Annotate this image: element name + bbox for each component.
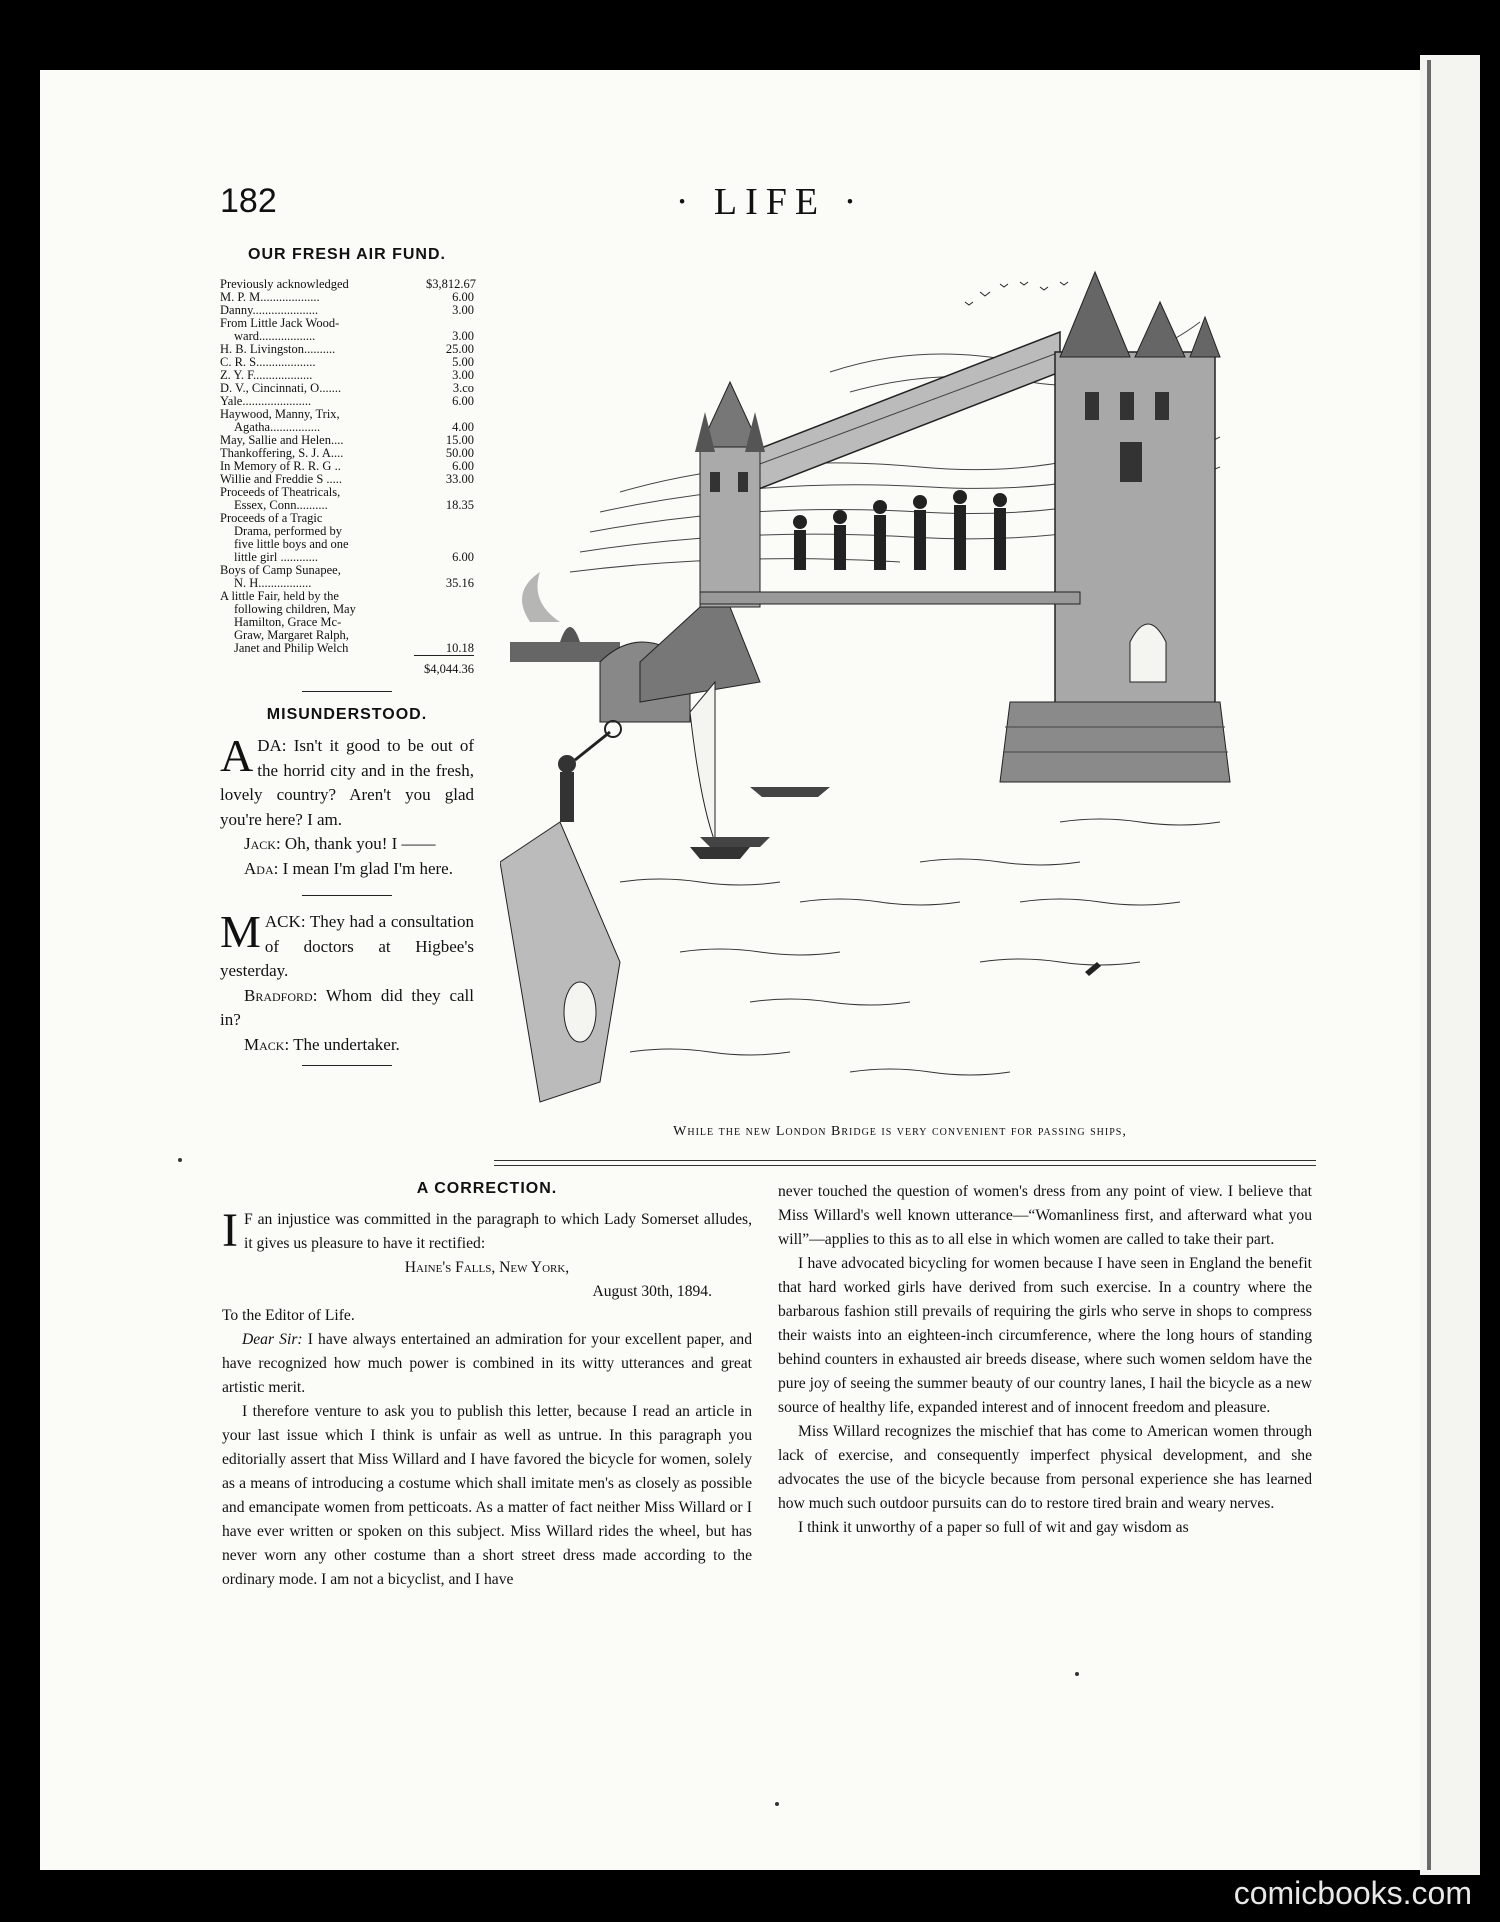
fund-list: [220, 278, 474, 655]
drop-cap: M: [220, 906, 261, 957]
line-text: : Whom did they call in?: [220, 985, 474, 1029]
fund-entry-name: Previously acknowledged: [220, 277, 349, 291]
correction-column-1: [222, 1180, 752, 1592]
fund-entry-amount: 5.00: [452, 355, 474, 369]
sailboat: [690, 682, 750, 859]
letter-paragraph-3: never touched the question of women's dress from any point of view. I believe that Miss Willard's well known utterance—“Womanliness first, and afterward what you will”—applies to this as to all else in which women are called to take their part.: [778, 1183, 1312, 1248]
fund-entry-amount: 6.00: [452, 394, 474, 408]
fund-entry-amount: 15.00: [445, 433, 474, 447]
dialog-line-ada: [220, 730, 474, 832]
ink-speck: [178, 1158, 182, 1162]
fund-entry-name: Z. Y. F...................: [220, 368, 313, 382]
fund-entry-name: N. H.................: [234, 576, 312, 590]
fund-entry: [220, 642, 474, 655]
fund-entry-amount: 50.00: [445, 446, 474, 460]
correction-title: A CORRECTION.: [416, 1180, 558, 1197]
fund-entry-amount: 35.16: [445, 576, 474, 590]
line-text: : The undertaker.: [284, 1034, 400, 1054]
fund-entry-name: Boys of Camp Sunapee,: [220, 563, 341, 577]
intro-text: F an injustice was committed in the paragraph to which Lady Somerset alludes, it gives us pleasure to have it rectified:: [243, 1211, 752, 1252]
fund-entry-name: C. R. S...................: [220, 355, 316, 369]
fund-entry-name: Proceeds of Theatricals,: [220, 485, 341, 499]
fund-entry-amount: 6.00: [452, 290, 474, 304]
drop-cap: A: [220, 730, 254, 781]
fund-entry-name: A little Fair, held by the: [220, 589, 339, 603]
fund-entry-name: little girl ............: [234, 550, 319, 564]
drop-cap: I: [222, 1204, 238, 1257]
fund-entry-name: M. P. M...................: [220, 290, 320, 304]
fund-entry-amount: 3.co: [452, 381, 474, 395]
fund-entry-amount: 3.00: [452, 329, 474, 343]
fund-entry-name: Danny.....................: [220, 303, 319, 317]
fund-entry-name: D. V., Cincinnati, O.......: [220, 381, 342, 395]
dialog-line-ada-2: [220, 857, 474, 882]
dear-sir: Dear Sir:: [242, 1331, 303, 1348]
fund-entry-name: Yale......................: [220, 394, 312, 408]
fund-entry-name: following children, May: [234, 602, 356, 616]
fund-entry-name: Hamilton, Grace Mc-: [234, 615, 342, 629]
line-text: : Isn't it good to be out of the horrid city and in the fresh, lovely country? Aren't you glad you're here? I am.: [220, 736, 474, 829]
fund-entry-name: May, Sallie and Helen....: [220, 433, 344, 447]
letter-paragraph-1: [222, 1328, 752, 1400]
misunderstood-title: MISUNDERSTOOD.: [266, 706, 428, 723]
crowd-figures: [793, 490, 1007, 570]
fund-entry-amount: 3.00: [452, 368, 474, 382]
fund-entry-amount: 25.00: [445, 342, 474, 356]
misunderstood-dialog: [220, 730, 474, 1066]
fund-entry-name: Agatha................: [234, 420, 321, 434]
dialog-line-mack-2: [220, 1033, 474, 1058]
double-rule: [494, 1160, 1316, 1166]
fund-entry-amount: 6.00: [452, 550, 474, 564]
page-number: 182: [220, 182, 277, 220]
distant-city: [510, 572, 620, 662]
left-tower: [695, 382, 765, 607]
section-divider: [302, 691, 392, 692]
stone-pier: [1000, 702, 1230, 782]
fund-entry-amount: $3,812.67: [426, 277, 476, 291]
letter-paragraph-5: Miss Willard recognizes the mischief that has come to American women through lack of exercise, and consequently imperfect physical development, and she advocates the use of the bicycle because from personal experience she has learned how much such outdoor pursuits can do to restore tired brain and weary nerves.: [778, 1423, 1312, 1512]
fund-entry-amount: 6.00: [452, 459, 474, 473]
right-tower: [1055, 272, 1220, 712]
letter-salutation: To the Editor of Life.: [222, 1307, 355, 1324]
fund-entry-name: Graw, Margaret Ralph,: [234, 628, 349, 642]
fund-entry-amount: 18.35: [445, 498, 474, 512]
floating-bottle: [1085, 962, 1101, 976]
illustration-caption: While the new London Bridge is very convenient for passing ships,: [673, 1124, 1127, 1139]
left-column: [220, 246, 474, 1080]
speaker: DA: [257, 736, 282, 755]
section-divider: [302, 1065, 392, 1066]
section-divider: [302, 895, 392, 896]
fund-entry-amount: 10.18: [445, 641, 474, 655]
speaker: Mack: [244, 1034, 285, 1054]
rowboat: [700, 837, 770, 847]
fund-entry-amount: 33.00: [445, 472, 474, 486]
fund-entry-name: In Memory of R. R. G ..: [220, 459, 341, 473]
speaker: Jack: [244, 834, 276, 853]
birds: [965, 282, 1068, 305]
line-text: : I mean I'm glad I'm here.: [273, 858, 453, 878]
fund-entry-name: From Little Jack Wood-: [220, 316, 340, 330]
fund-entry-name: Drama, performed by: [234, 524, 342, 538]
line-text: : They had a consultation of doctors at Higbee's yesterday.: [220, 912, 474, 980]
letter-paragraph-2: I therefore venture to ask you to publish this letter, because I read an article in your last issue which I think is unfair as well as untrue. In this paragraph you editorially assert that Miss Willard and I have favored the bicycle for women, solely as a means of introducing a costume which shall imitate men's as closely as possible and emancipate women from petticoats. As a matter of fact neither Miss Willard or I have ever written or spoken on this subject. Miss Willard rides the wheel, but has never worn any other costume than a short street dress made according to the ordinary mode. I am not a bicyclist, and I have: [222, 1403, 752, 1588]
dialog-line-mack: [220, 906, 474, 984]
binding-spine: [1427, 60, 1431, 1870]
tower-bridge-illustration: [500, 262, 1260, 1132]
speaker: Bradford: [244, 985, 313, 1005]
speaker: ACK: [264, 912, 301, 931]
fund-entry-name: Janet and Philip Welch: [234, 641, 349, 655]
fund-entry-name: Willie and Freddie S .....: [220, 472, 343, 486]
left-pier: [640, 607, 760, 702]
total-rule: [414, 655, 474, 656]
letter-dateline: Haine's Falls, New York,: [404, 1259, 570, 1276]
masthead-title: · LIFE ·: [675, 181, 865, 223]
fund-entry-name: five little boys and one: [234, 537, 349, 551]
fund-entry-amount: 4.00: [452, 420, 474, 434]
walkway-line: [725, 352, 1060, 477]
fund-entry-name: H. B. Livingston..........: [220, 342, 336, 356]
fund-entry-name: Proceeds of a Tragic: [220, 511, 323, 525]
watermark: comicbooks.com: [1233, 1875, 1472, 1911]
letter-paragraph-4: I have advocated bicycling for women because I have seen in England the benefit that hard worked girls have derived from such exercise. In a country where the barbarous fashion still prevails of requiring the girls who serve in shops to compress their waists into an eighteen-inch circumference, where the long hours of standing behind counters in exhausted air breeds disease, where such women seldom have the pure joy of seeing the summer beauty of our country lanes, I hail the bicycle as a new source of healthy life, expanded interest and of innocent freedom and pleasure.: [778, 1255, 1312, 1416]
fund-total: $4,044.36: [424, 662, 474, 676]
dialog-line-bradford: [220, 984, 474, 1033]
dialog-line-jack: [220, 832, 474, 857]
line-text: : Oh, thank you! I ——: [275, 834, 436, 853]
foreground-ship: [500, 721, 621, 1102]
letter-paragraph-6: I think it unworthy of a paper so full of wit and gay wisdom as: [798, 1519, 1189, 1536]
rowboat: [750, 787, 830, 797]
paragraph-text: I have always entertained an admiration for your excellent paper, and have recognized how much power is combined in its witty utterances and great artistic merit.: [222, 1331, 752, 1396]
fund-title: OUR FRESH AIR FUND.: [248, 246, 446, 263]
letter-date: August 30th, 1894.: [592, 1283, 712, 1300]
speaker: Ada: [244, 858, 274, 878]
correction-intro: [222, 1204, 752, 1257]
fund-entry-name: Essex, Conn..........: [234, 498, 328, 512]
ink-speck: [1075, 1672, 1079, 1676]
ink-speck: [775, 1802, 779, 1806]
fund-entry-amount: 3.00: [452, 303, 474, 317]
fund-entry-name: Thankoffering, S. J. A....: [220, 446, 344, 460]
correction-column-2: [778, 1180, 1312, 1540]
fund-entry-name: Haywood, Manny, Trix,: [220, 407, 340, 421]
fund-entry-name: ward..................: [234, 329, 316, 343]
